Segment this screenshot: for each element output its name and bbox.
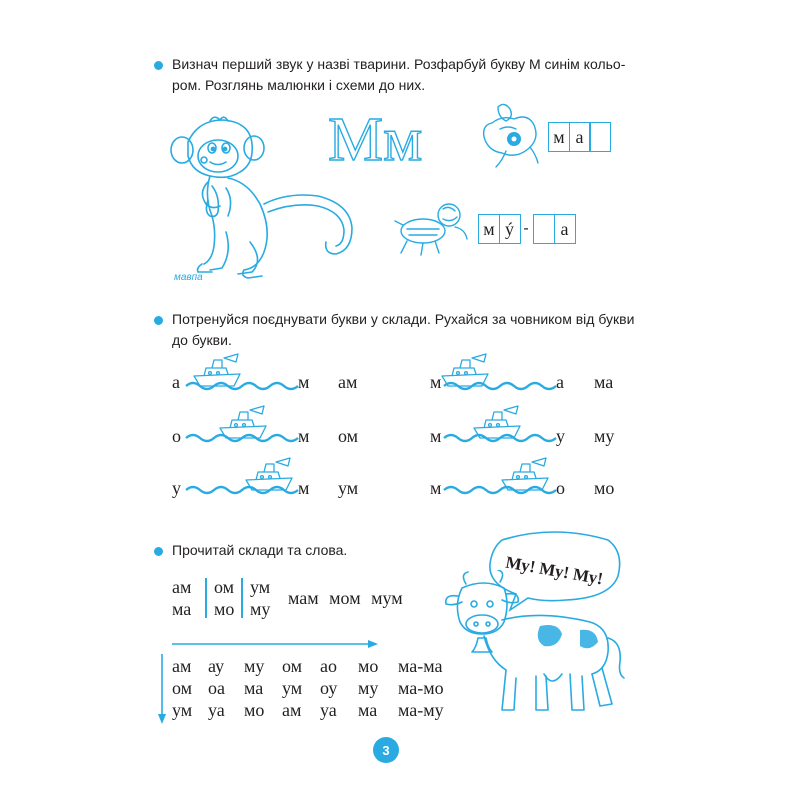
instruction-3: Прочитай склади та слова. <box>172 542 348 558</box>
syllable-top-3: ум <box>250 577 271 597</box>
boat-result: ам <box>338 372 358 392</box>
syllable-top-2: ом <box>214 577 235 597</box>
grid-cell: ау <box>208 656 225 676</box>
boat-result: ом <box>338 426 359 446</box>
scheme-hyphen: - <box>523 220 529 237</box>
boat-end-letter: а <box>556 372 564 392</box>
syllable-top-1: ам <box>172 577 192 597</box>
grid-cell: ма <box>358 700 378 720</box>
scheme-cell <box>533 214 555 244</box>
grid-cell: мо <box>358 656 379 676</box>
grid-cell: мо <box>244 700 265 720</box>
grid-cell: му <box>244 656 265 676</box>
bullet-3 <box>154 547 163 556</box>
grid-cell: ом <box>172 678 193 698</box>
scheme-cell <box>589 122 611 152</box>
grid-cell: ма-ма <box>398 656 443 676</box>
fly-illustration <box>393 199 469 259</box>
instruction-1-line1: Визнач перший звук у назві тварини. Розфарбуй букву М синім кольо- <box>172 56 626 72</box>
syllable-grid <box>172 656 458 722</box>
page-number: 3 <box>373 737 399 763</box>
words-line: мам мом мум <box>288 588 403 608</box>
grid-cell: уа <box>208 700 225 720</box>
boat-waves <box>180 352 560 502</box>
cow-illustration <box>440 570 630 720</box>
scheme-poppy <box>548 122 610 152</box>
speech-text: Му! Му! Му! <box>504 552 605 589</box>
scheme-cell: а <box>554 214 576 244</box>
big-letter-m <box>326 108 446 170</box>
syllable-bottom-3: му <box>250 599 271 619</box>
boat-start-letter: м <box>430 478 442 498</box>
scheme-cell: м <box>548 122 570 152</box>
syllable-bottom-2: мо <box>214 599 235 619</box>
boat-end-letter: у <box>556 426 565 446</box>
instruction-1-line2: ром. Розглянь малюнки і схеми до них. <box>172 77 426 93</box>
syllable-bottom-1: ма <box>172 599 192 619</box>
scheme-cell: м <box>478 214 500 244</box>
monkey-caption: мавпа <box>174 272 203 283</box>
syllable-divider <box>241 578 243 618</box>
grid-cell: оа <box>208 678 225 698</box>
boat-result: мо <box>594 478 615 498</box>
instruction-2-line2: до букви. <box>172 332 232 348</box>
boat-start-letter: а <box>172 372 180 392</box>
boat-result: ма <box>594 372 614 392</box>
grid-cell: ум <box>282 678 303 698</box>
boat-end-letter: м <box>298 372 310 392</box>
syllable-divider <box>205 578 207 618</box>
boat-start-letter: м <box>430 372 442 392</box>
instruction-2-line1: Потренуйся поєднувати букви у склади. Рухайся за човником від букви <box>172 311 635 327</box>
grid-cell: оу <box>320 678 338 698</box>
scheme-cell: а <box>569 122 591 152</box>
grid-cell: ма-мо <box>398 678 444 698</box>
boat-start-letter: о <box>172 426 181 446</box>
grid-cell: му <box>358 678 379 698</box>
grid-cell: ам <box>282 700 302 720</box>
boat-result: ум <box>338 478 359 498</box>
boat-start-letter: м <box>430 426 442 446</box>
boat-result: му <box>594 426 615 446</box>
scheme-cell: ý <box>499 214 521 244</box>
boat-start-letter: у <box>172 478 181 498</box>
grid-cell: ма <box>244 678 264 698</box>
grid-cell: ам <box>172 656 192 676</box>
boat-end-letter: м <box>298 478 310 498</box>
grid-cell: уа <box>320 700 337 720</box>
boat-end-letter: м <box>298 426 310 446</box>
svg-text:Мм: Мм <box>328 108 423 170</box>
boat-end-letter: о <box>556 478 565 498</box>
poppy-illustration <box>480 103 544 171</box>
bullet-1 <box>154 61 163 70</box>
bullet-2 <box>154 316 163 325</box>
scheme-fly <box>478 214 574 244</box>
grid-cell: ум <box>172 700 193 720</box>
grid-cell: ао <box>320 656 337 676</box>
grid-cell: ма-му <box>398 700 444 720</box>
grid-cell: ом <box>282 656 303 676</box>
